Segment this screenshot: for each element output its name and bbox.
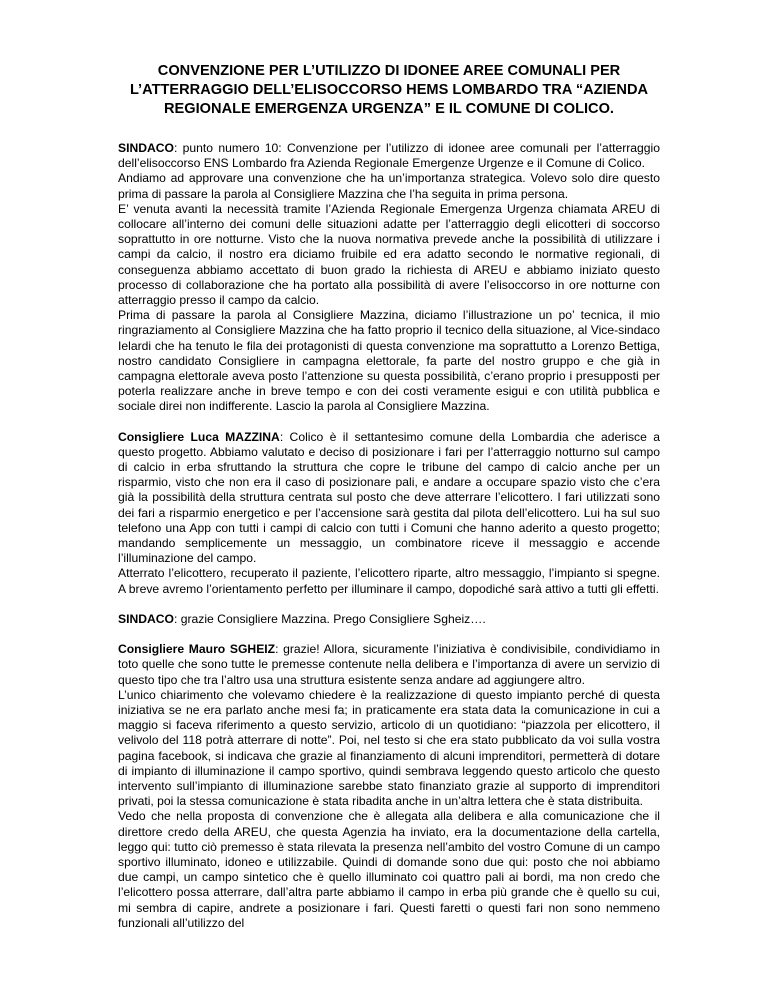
paragraph-line: L’unico chiarimento che volevamo chiedere è la realizzazione di questo impianto perché di questa iniziativa se ne era parlato anche mesi fa; in praticamente era stata data la comunicazione in cui a maggio si faceva riferimento a questo servizio, articolo di un quotidiano: “piazzola per elicottero, il velivolo del 118 potrà atterrare di notte”. Poi, nel testo si che era stato pubblicato da voi sulla vostra pagina facebook, si indicava che grazie al finanziamento di alcuni imprenditori, permetterà di dotare di impianto di illuminazione il campo sportivo, quindi sembrava leggendo questo articolo che questo intervento sull’impianto di illuminazione sarebbe stato finanziato grazie al supporto di imprenditori privati, poi la stessa comunicazione è stata ribadita anche in un’altra lettera che è stata distribuita. (118, 687, 660, 809)
paragraph-line: Vedo che nella proposta di convenzione che è allegata alla delibera e alla comunicazione che il direttore credo della AREU, che questa Agenzia ha inviato, era la documentazione della cartella, leggo qui: tutto ciò premesso è stata rilevata la presenza nell’ambito del vostro Comune di un campo sportivo illuminato, idoneo e utilizzabile. Quindi di domande sono due qui: posto che noi abbiamo due campi, un campo sintetico che è quello illuminato coi quattro pali ai bordi, ma non credo che l’elicottero possa atterrare, dall’altra parte abbiamo il campo in erba più grande che è quello su cui, mi sembra di capire, andrete a posizionare i fari. Questi faretti o questi fari non sono nemmeno funzionali all’utilizzo del (118, 809, 660, 930)
paragraph-line (118, 612, 660, 627)
section-sindaco-1 (118, 141, 660, 415)
paragraph-line (118, 141, 660, 171)
paragraph-line: Atterrato l’elicottero, recuperato il paziente, l’elicottero riparte, altro messaggio, l’impianto si spegne. A breve avremo l’orientamento perfetto per illuminare il campo, dopodiché sarà attivo a tutti gli effetti. (118, 566, 660, 596)
paragraph-line (118, 642, 660, 688)
speech-text: : grazie Consigliere Mazzina. Prego Consigliere Sgheiz…. (174, 611, 486, 626)
section-mazzina (118, 430, 660, 597)
paragraph-line: Andiamo ad approvare una convenzione che ha un’importanza strategica. Volevo solo dire questo prima di passare la parola al Consigliere Mazzina che l’ha seguita in prima persona. (118, 171, 660, 201)
speaker-name: Consigliere Luca MAZZINA (118, 429, 280, 444)
document-title: CONVENZIONE PER L’UTILIZZO DI IDONEE AREE COMUNALI PER L’ATTERRAGGIO DELL’ELISOCCORSO HEMS LOMBARDO TRA “AZIENDA REGIONALE EMERGENZA URGENZA” E IL COMUNE DI COLICO. (129, 63, 649, 117)
paragraph-line: Prima di passare la parola al Consigliere Mazzina, diciamo l’illustrazione un po’ tecnica, il mio ringraziamento al Consigliere Mazzina che ha fatto proprio il tecnico della situazione, al Vice-sindaco Ielardi che ha tenuto le fila dei protagonisti di questa convenzione ma soprattutto a Lorenzo Bettiga, nostro candidato Consigliere in campagna elettorale, fa parte del nostro gruppo e che già in campagna elettorale aveva posto l’attenzione su questa possibilità, c’erano proprio i presupposti per poterla realizzare anche in breve tempo e con dei costi veramente esigui e con utilità pubblica e sociale direi non indifferente. Lascio la parola al Consigliere Mazzina. (118, 308, 660, 414)
section-sindaco-2 (118, 612, 660, 627)
speech-text: : Colico è il settantesimo comune della Lombardia che aderisce a questo progetto. Abbiamo valutato e deciso di posizionare i fari per l’atterraggio notturno sul campo di calcio in erba sfruttando la struttura che copre le tribune del campo di calcio anche per un risparmio, visto che non era il caso di posizionare pali, e andare a occupare spazio visto che c’era già la possibilità della struttura centrata sul posto che deve atterrare l’elicottero. I fari utilizzati sono dei fari a risparmio energetico e per l’accensione sarà gestita dal pilota dell’elicottero. Lui ha sul suo telefono una App con tutti i campi di calcio con tutti i Comuni che hanno aderito a questo progetto; mandando semplicemente un messaggio, un combinatore riceve il messaggio e accende l’illuminazione del campo. (118, 429, 660, 566)
speech-text: : grazie! Allora, sicuramente l’iniziativa è condivisibile, condividiamo in toto quelle che sono tutte le premesse contenute nella delibera e l’importanza di avere un servizio di questo tipo che tra l’altro usa una struttura esistente senza andare ad aggiungere altro. (118, 642, 661, 687)
speaker-name: Consigliere Mauro SGHEIZ (118, 642, 276, 657)
paragraph-line (118, 430, 660, 567)
speech-text: : punto numero 10: Convenzione per l’utilizzo di idonee aree comunali per l’atterraggio dell’elisoccorso ENS Lombardo fra Azienda Regionale Emergenze Urgenze e il Comune di Colico. (118, 141, 660, 171)
speaker-name: SINDACO (118, 141, 174, 155)
speaker-name: SINDACO (118, 611, 174, 626)
paragraph-line: E’ venuta avanti la necessità tramite l’Azienda Regionale Emergenza Urgenza chiamata AREU di collocare all’interno dei comuni delle situazioni adatte per l’atterraggio degli elicotteri di soccorso soprattutto in ore notturne. Visto che la nuova normativa prevede anche la possibilità di utilizzare i campi da calcio, il nostro era diciamo fruibile ed era adatto secondo le normative regionali, di conseguenza abbiamo accettato di buon grado la richiesta di AREU e abbiamo iniziato questo processo di collaborazione che ha portato alla possibilità di avere l’elisoccorso in ore notturne con atterraggio presso il campo da calcio. (118, 201, 660, 308)
section-sgheiz (118, 642, 660, 931)
